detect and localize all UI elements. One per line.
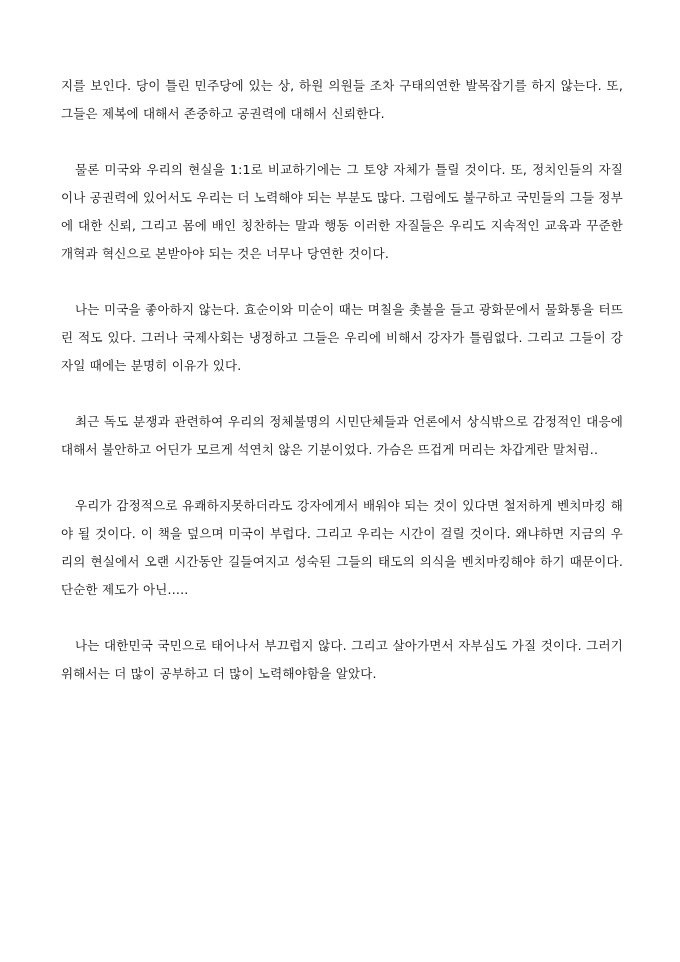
document-body — [61, 72, 623, 716]
paragraph-2: 물론 미국와 우리의 현실을 1:1로 비교하기에는 그 토양 자체가 틀릴 것이다. 또, 정치인들의 자질이나 공권력에 있어서도 우리는 더 노력해야 되는 부분도 많다. 그럼에도 불구하고 국민들의 그들 정부에 대한 신뢰, 그리고 몸에 배인 칭찬하는 말과 행동 이러한 자질들은 우리도 지속적인 교육과 꾸준한 개혁과 혁신으로 본받아야 되는 것은 너무나 당연한 것이다. — [61, 162, 623, 261]
paragraph-1: 지를 보인다. 당이 틀린 민주당에 있는 상, 하원 의원들 조차 구태의연한 발목잡기를 하지 않는다. 또, 그들은 제복에 대해서 존중하고 공권력에 대해서 신뢰한다. — [61, 78, 623, 121]
paragraph-5: 우리가 감정적으로 유쾌하지못하더라도 강자에게서 배워야 되는 것이 있다면 철저하게 벤치마킹 해야 될 것이다. 이 책을 덮으며 미국이 부럽다. 그리고 우리는 시간이 걸릴 것이다. 왜냐하면 지금의 우리의 현실에서 오랜 시간동안 길들여지고 성숙된 그들의 태도의 의식을 벤치마킹해야 하기 때문이다. 단순한 제도가 아닌..... — [61, 498, 623, 597]
paragraph-4: 최근 독도 분쟁과 관련하여 우리의 정체불명의 시민단체들과 언론에서 상식밖으로 감정적인 대응에 대해서 불안하고 어딘가 모르게 석연치 않은 기분이었다. 가슴은 뜨겁게 머리는 차갑게란 말처럼.. — [61, 414, 623, 457]
paragraph-3: 나는 미국을 좋아하지 않는다. 효순이와 미순이 때는 며칠을 촛불을 들고 광화문에서 물화통을 터뜨린 적도 있다. 그러나 국제사회는 냉정하고 그들은 우리에 비해서 강자가 틀림없다. 그리고 그들이 강자일 때에는 분명히 이유가 있다. — [61, 302, 623, 373]
paragraph-6: 나는 대한민국 국민으로 태어나서 부끄럽지 않다. 그리고 살아가면서 자부심도 가질 것이다. 그러기 위해서는 더 많이 공부하고 더 많이 노력해야함을 알았다. — [61, 638, 623, 681]
